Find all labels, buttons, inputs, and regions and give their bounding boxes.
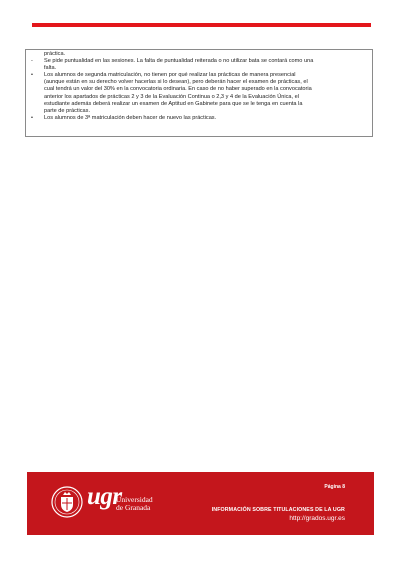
bullet-text: Los alumnos de 3ª matriculación deben hacer de nuevo las prácticas. bbox=[44, 114, 217, 121]
content-box bbox=[25, 49, 373, 137]
ugr-logo: ugr bbox=[87, 483, 122, 510]
page-number: Página 8 bbox=[324, 484, 345, 490]
university-seal-icon bbox=[51, 486, 83, 518]
header-red-rule bbox=[32, 23, 371, 27]
info-link[interactable]: http://grados.ugr.es bbox=[289, 515, 345, 522]
text-line: estudiante además deberá realizar un examen de Aptitud en Gabinete para que se le tenga en cuenta la bbox=[44, 100, 303, 107]
text-line: falta. bbox=[44, 65, 57, 72]
bullet-item bbox=[31, 58, 368, 65]
text-line: anterior los apartados de prácticas 2 y 3 de la Evaluación Continua o 2,3 y 4 de la Evaluación Única, el bbox=[44, 93, 299, 100]
bullet-mark: • bbox=[31, 72, 33, 79]
footer-banner bbox=[27, 472, 374, 535]
text-line: cual tendrá un valor del 30% en la convocatoria ordinaria. En caso de no haber superado en la convocatoria bbox=[44, 86, 312, 93]
bullet-item bbox=[31, 115, 368, 122]
university-name-line2: de Granada bbox=[116, 503, 151, 512]
info-title: INFORMACIÓN SOBRE TITULACIONES DE LA UGR bbox=[211, 507, 345, 513]
bullet-mark: • bbox=[31, 114, 33, 121]
text-line: práctica. bbox=[44, 51, 66, 57]
text-line: (aunque están en su derecho volver hacerlas si lo desean), pero deberán hacer el examen de prácticas, el bbox=[44, 79, 308, 86]
bullet-text: Se pide puntualidad en las sesiones. La falta de puntualidad reiterada o no utilizar bata se contará como una bbox=[44, 58, 314, 65]
text-line: parte de prácticas. bbox=[44, 107, 91, 114]
bullet-item bbox=[31, 72, 368, 79]
bullet-mark: - bbox=[31, 58, 33, 65]
university-name-line1: Universidad bbox=[116, 495, 153, 504]
university-name bbox=[116, 496, 153, 512]
bullet-text: Los alumnos de segunda matriculación, no tienen por qué realizar las prácticas de manera presencial bbox=[44, 72, 296, 79]
